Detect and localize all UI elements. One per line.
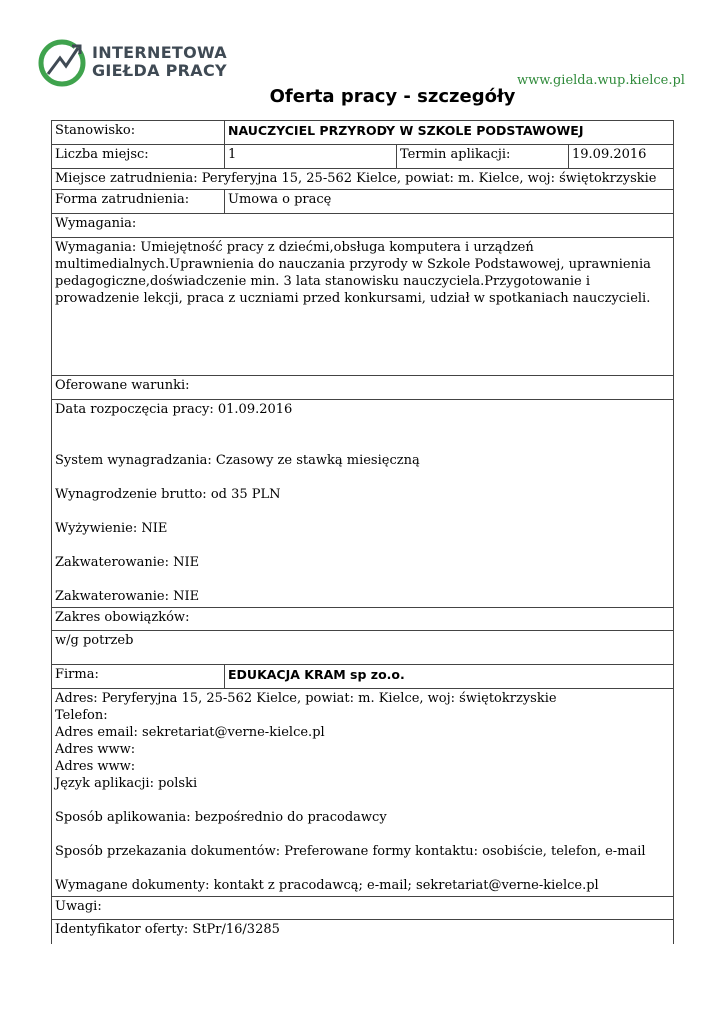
position-value: NAUCZYCIEL PRZYRODY W SZKOLE PODSTAWOWEJ [225, 121, 674, 145]
accommodation-2: Zakwaterowanie: NIE [55, 589, 200, 604]
duties-label-row [52, 608, 674, 631]
duties-value: w/g potrzeb [52, 631, 674, 665]
conditions-cell [52, 400, 674, 608]
company-phone: Telefon: [55, 708, 108, 723]
employment-value: Umowa o pracę [225, 190, 674, 214]
application-language: Język aplikacji: polski [55, 776, 198, 791]
company-www-1: Adres www: [55, 742, 136, 757]
conditions-label: Oferowane warunki: [52, 376, 674, 400]
duties-row [52, 631, 674, 665]
deadline-value: 19.09.2016 [569, 145, 674, 169]
conditions-label-row [52, 376, 674, 400]
logo-line1: INTERNETOWA [92, 43, 227, 62]
employment-label: Forma zatrudnienia: [52, 190, 225, 214]
site-url-link[interactable]: www.gielda.wup.kielce.pl [517, 73, 685, 88]
accommodation-1: Zakwaterowanie: NIE [55, 555, 200, 570]
pay-system: System wynagradzania: Czasowy ze stawką miesięczną [55, 453, 420, 468]
company-email: Adres email: sekretariat@verne-kielce.pl [55, 725, 325, 740]
logo-text [92, 44, 227, 80]
company-row [52, 665, 674, 689]
employment-row [52, 190, 674, 214]
company-name: EDUKACJA KRAM sp zo.o. [225, 665, 674, 689]
location-value: Miejsce zatrudnienia: Peryferyjna 15, 25-562 Kielce, powiat: m. Kielce, woj: świętokrzyskie [52, 169, 674, 190]
places-label: Liczba miejsc: [52, 145, 225, 169]
logo-line2: GIEŁDA PRACY [92, 61, 227, 80]
salary: Wynagrodzenie brutto: od 35 PLN [55, 487, 281, 502]
requirements-text: Wymagania: Umiejętność pracy z dziećmi,obsługa komputera i urządzeń multimedialnych.Uprawnienia do nauczania przyrody w Szkole Podstawowej, uprawnienia pedagogiczne,doświadczenie min. 3 lata stanowisku nauczyciela.Przygotowanie i prowadzenie lekcji, praca z uczniami przed konkursami, udział w spotkaniach nauczycieli. [52, 238, 674, 376]
company-details-cell [52, 689, 674, 897]
company-details-row [52, 689, 674, 897]
requirements-text-row [52, 238, 674, 376]
position-row [52, 121, 674, 145]
company-label: Firma: [52, 665, 225, 689]
places-value: 1 [225, 145, 397, 169]
company-www-2: Adres www: [55, 759, 136, 774]
location-row [52, 169, 674, 190]
company-address: Adres: Peryferyjna 15, 25-562 Kielce, powiat: m. Kielce, woj: świętokrzyskie [55, 691, 557, 706]
start-date: Data rozpoczęcia pracy: 01.09.2016 [55, 402, 293, 417]
requirements-label: Wymagania: [52, 214, 674, 238]
duties-label: Zakres obowiązków: [52, 608, 674, 631]
page-title: Oferta pracy - szczegóły [269, 86, 516, 107]
places-row [52, 145, 674, 169]
offer-table [51, 120, 674, 944]
offer-id-row [52, 920, 674, 944]
apply-method: Sposób aplikowania: bezpośrednio do pracodawcy [55, 810, 387, 825]
conditions-row [52, 400, 674, 608]
offer-id: Identyfikator oferty: StPr/16/3285 [52, 920, 674, 944]
notes-label: Uwagi: [52, 897, 674, 920]
notes-row [52, 897, 674, 920]
meals: Wyżywienie: NIE [55, 521, 168, 536]
deadline-label: Termin aplikacji: [397, 145, 569, 169]
requirements-label-row [52, 214, 674, 238]
position-label: Stanowisko: [52, 121, 225, 145]
docs-delivery: Sposób przekazania dokumentów: Preferowane formy kontaktu: osobiście, telefon, e-mail [55, 844, 646, 859]
required-docs: Wymagane dokumenty: kontakt z pracodawcą; e-mail; sekretariat@verne-kielce.pl [55, 878, 599, 893]
